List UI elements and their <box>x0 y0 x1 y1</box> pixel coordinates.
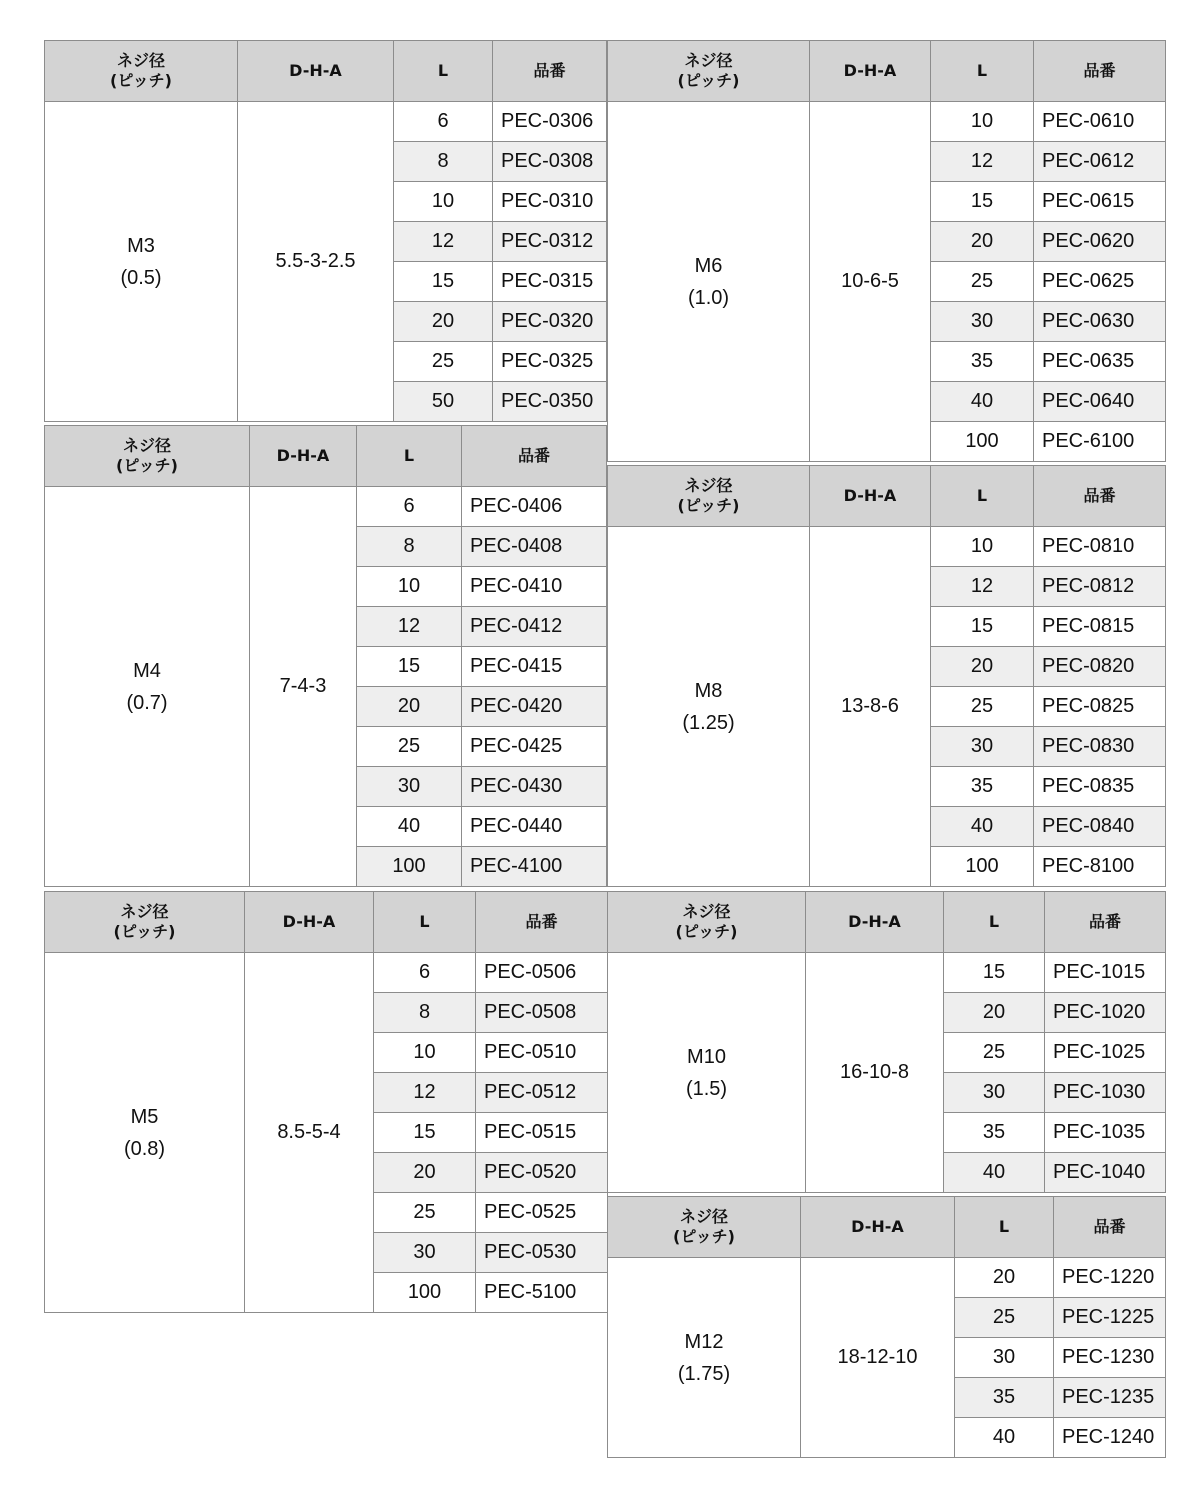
header-thread-size <box>608 892 806 953</box>
part-number-cell: PEC-0508 <box>476 993 608 1033</box>
header-thread-size-line1: ネジ径 <box>116 51 165 70</box>
header-thread-size <box>45 426 250 487</box>
thread-size: M4 <box>133 659 161 682</box>
dha-cell: 13-8-6 <box>810 527 931 887</box>
header-thread-size-line1: ネジ径 <box>684 51 733 70</box>
spec-table <box>607 891 1166 1193</box>
header-thread-size-line2: (ピッチ) <box>677 496 740 515</box>
length-cell: 12 <box>374 1073 476 1113</box>
length-cell: 40 <box>357 807 462 847</box>
length-cell: 15 <box>357 647 462 687</box>
part-number-cell: PEC-0810 <box>1034 527 1166 567</box>
header-thread-size-line1: ネジ径 <box>120 902 169 921</box>
part-number-cell: PEC-0830 <box>1034 727 1166 767</box>
table-row <box>45 102 607 142</box>
thread-size-cell <box>45 102 238 422</box>
thread-pitch: (0.8) <box>123 1137 166 1160</box>
part-number-cell: PEC-1025 <box>1045 1033 1166 1073</box>
part-number-cell: PEC-0620 <box>1034 222 1166 262</box>
length-cell: 35 <box>955 1378 1054 1418</box>
part-number-cell: PEC-0520 <box>476 1153 608 1193</box>
length-cell: 100 <box>374 1273 476 1313</box>
table-row <box>608 527 1166 567</box>
header-part-number: 品番 <box>1054 1197 1166 1258</box>
part-number-cell: PEC-0306 <box>493 102 607 142</box>
dha-cell: 5.5-3-2.5 <box>238 102 394 422</box>
part-number-cell: PEC-0412 <box>462 607 607 647</box>
dha-cell: 7-4-3 <box>250 487 357 887</box>
header-thread-size <box>45 892 245 953</box>
header-thread-size-line1: ネジ径 <box>682 902 731 921</box>
table-row <box>45 953 608 993</box>
header-thread-size-line2: (ピッチ) <box>116 456 178 475</box>
length-cell: 35 <box>944 1113 1045 1153</box>
thread-pitch: (1.5) <box>685 1077 728 1100</box>
thread-pitch: (1.25) <box>682 711 735 734</box>
length-cell: 25 <box>955 1298 1054 1338</box>
part-number-cell: PEC-0512 <box>476 1073 608 1113</box>
header-thread-size-line2: (ピッチ) <box>673 1227 735 1246</box>
length-cell: 8 <box>357 527 462 567</box>
thread-size-cell <box>45 953 245 1313</box>
header-row <box>45 426 607 487</box>
part-number-cell: PEC-0320 <box>493 302 607 342</box>
length-cell: 50 <box>394 382 493 422</box>
thread-pitch: (1.0) <box>687 286 730 309</box>
header-thread-size-line2: (ピッチ) <box>113 922 176 941</box>
length-cell: 100 <box>931 847 1034 887</box>
part-number-cell: PEC-0625 <box>1034 262 1166 302</box>
length-cell: 12 <box>931 142 1034 182</box>
length-cell: 20 <box>931 222 1034 262</box>
length-cell: 40 <box>931 807 1034 847</box>
thread-pitch: (0.5) <box>120 266 162 289</box>
dha-cell: 10-6-5 <box>810 102 931 462</box>
part-number-cell: PEC-0825 <box>1034 687 1166 727</box>
spec-table <box>607 40 1166 462</box>
thread-size: M5 <box>130 1105 159 1128</box>
length-cell: 35 <box>931 767 1034 807</box>
length-cell: 20 <box>374 1153 476 1193</box>
table-row <box>45 487 607 527</box>
dha-cell: 16-10-8 <box>806 953 944 1193</box>
part-number-cell: PEC-0640 <box>1034 382 1166 422</box>
part-number-cell: PEC-0308 <box>493 142 607 182</box>
header-dha: D-H-A <box>250 426 357 487</box>
part-number-cell: PEC-0840 <box>1034 807 1166 847</box>
header-thread-size <box>608 466 810 527</box>
header-dha: D-H-A <box>810 41 931 102</box>
part-number-cell: PEC-1040 <box>1045 1153 1166 1193</box>
part-number-cell: PEC-0510 <box>476 1033 608 1073</box>
length-cell: 30 <box>931 302 1034 342</box>
thread-size: M3 <box>127 234 155 257</box>
thread-size-cell <box>608 527 810 887</box>
length-cell: 25 <box>374 1193 476 1233</box>
header-thread-size-line1: ネジ径 <box>122 436 171 455</box>
part-number-cell: PEC-1020 <box>1045 993 1166 1033</box>
part-number-cell: PEC-0835 <box>1034 767 1166 807</box>
length-cell: 8 <box>394 142 493 182</box>
length-cell: 40 <box>931 382 1034 422</box>
thread-size: M6 <box>694 254 723 277</box>
part-number-cell: PEC-0415 <box>462 647 607 687</box>
thread-size-cell <box>608 102 810 462</box>
dha-cell: 18-12-10 <box>801 1258 955 1458</box>
header-row <box>608 892 1166 953</box>
length-cell: 30 <box>944 1073 1045 1113</box>
part-number-cell: PEC-0315 <box>493 262 607 302</box>
part-number-cell: PEC-0350 <box>493 382 607 422</box>
header-length: L <box>394 41 493 102</box>
part-number-cell: PEC-0430 <box>462 767 607 807</box>
part-number-cell: PEC-1035 <box>1045 1113 1166 1153</box>
part-number-cell: PEC-0425 <box>462 727 607 767</box>
header-length: L <box>955 1197 1054 1258</box>
thread-size-cell <box>45 487 250 887</box>
part-number-cell: PEC-1240 <box>1054 1418 1166 1458</box>
length-cell: 10 <box>357 567 462 607</box>
header-row <box>608 41 1166 102</box>
length-cell: 6 <box>374 953 476 993</box>
part-number-cell: PEC-0635 <box>1034 342 1166 382</box>
length-cell: 20 <box>357 687 462 727</box>
spec-table <box>607 465 1166 887</box>
header-dha: D-H-A <box>806 892 944 953</box>
length-cell: 25 <box>394 342 493 382</box>
part-number-cell: PEC-0310 <box>493 182 607 222</box>
length-cell: 20 <box>955 1258 1054 1298</box>
length-cell: 40 <box>955 1418 1054 1458</box>
part-number-cell: PEC-0612 <box>1034 142 1166 182</box>
spec-table <box>44 40 607 422</box>
header-length: L <box>944 892 1045 953</box>
length-cell: 20 <box>394 302 493 342</box>
length-cell: 8 <box>374 993 476 1033</box>
header-thread-size-line2: (ピッチ) <box>677 71 740 90</box>
thread-size-cell <box>608 953 806 1193</box>
part-number-cell: PEC-0440 <box>462 807 607 847</box>
part-number-cell: PEC-1225 <box>1054 1298 1166 1338</box>
part-number-cell: PEC-0615 <box>1034 182 1166 222</box>
part-number-cell: PEC-0530 <box>476 1233 608 1273</box>
length-cell: 10 <box>394 182 493 222</box>
header-dha: D-H-A <box>238 41 394 102</box>
header-part-number: 品番 <box>462 426 607 487</box>
spec-table <box>44 891 608 1313</box>
header-thread-size-line1: ネジ径 <box>684 476 733 495</box>
table-row <box>608 102 1166 142</box>
length-cell: 25 <box>357 727 462 767</box>
length-cell: 10 <box>374 1033 476 1073</box>
part-number-cell: PEC-5100 <box>476 1273 608 1313</box>
header-thread-size-line2: (ピッチ) <box>110 71 172 90</box>
part-number-cell: PEC-0410 <box>462 567 607 607</box>
length-cell: 25 <box>931 687 1034 727</box>
part-number-cell: PEC-0630 <box>1034 302 1166 342</box>
length-cell: 30 <box>955 1338 1054 1378</box>
spec-table <box>44 425 607 887</box>
part-number-cell: PEC-0420 <box>462 687 607 727</box>
header-dha: D-H-A <box>245 892 374 953</box>
thread-size-cell <box>608 1258 801 1458</box>
length-cell: 15 <box>931 182 1034 222</box>
header-length: L <box>931 41 1034 102</box>
part-number-cell: PEC-0525 <box>476 1193 608 1233</box>
header-row <box>608 466 1166 527</box>
header-part-number: 品番 <box>1034 41 1166 102</box>
part-number-cell: PEC-0325 <box>493 342 607 382</box>
length-cell: 100 <box>357 847 462 887</box>
part-number-cell: PEC-4100 <box>462 847 607 887</box>
header-row <box>45 41 607 102</box>
part-number-cell: PEC-0506 <box>476 953 608 993</box>
part-number-cell: PEC-0610 <box>1034 102 1166 142</box>
thread-size: M8 <box>694 679 723 702</box>
part-number-cell: PEC-0312 <box>493 222 607 262</box>
part-number-cell: PEC-1030 <box>1045 1073 1166 1113</box>
length-cell: 12 <box>357 607 462 647</box>
length-cell: 30 <box>374 1233 476 1273</box>
thread-pitch: (0.7) <box>126 691 168 714</box>
thread-size: M12 <box>684 1330 724 1353</box>
header-length: L <box>931 466 1034 527</box>
header-thread-size <box>45 41 238 102</box>
part-number-cell: PEC-1220 <box>1054 1258 1166 1298</box>
spec-table <box>607 1196 1166 1458</box>
header-part-number: 品番 <box>493 41 607 102</box>
part-number-cell: PEC-1015 <box>1045 953 1166 993</box>
length-cell: 30 <box>357 767 462 807</box>
header-thread-size <box>608 41 810 102</box>
length-cell: 6 <box>357 487 462 527</box>
header-part-number: 品番 <box>1034 466 1166 527</box>
length-cell: 30 <box>931 727 1034 767</box>
part-number-cell: PEC-1235 <box>1054 1378 1166 1418</box>
header-row <box>608 1197 1166 1258</box>
part-number-cell: PEC-0815 <box>1034 607 1166 647</box>
table-row <box>608 1258 1166 1298</box>
header-part-number: 品番 <box>1045 892 1166 953</box>
length-cell: 35 <box>931 342 1034 382</box>
header-part-number: 品番 <box>476 892 608 953</box>
part-number-cell: PEC-1230 <box>1054 1338 1166 1378</box>
dha-cell: 8.5-5-4 <box>245 953 374 1313</box>
length-cell: 15 <box>394 262 493 302</box>
length-cell: 10 <box>931 527 1034 567</box>
header-row <box>45 892 608 953</box>
part-number-cell: PEC-8100 <box>1034 847 1166 887</box>
part-number-cell: PEC-0406 <box>462 487 607 527</box>
length-cell: 12 <box>931 567 1034 607</box>
length-cell: 12 <box>394 222 493 262</box>
length-cell: 15 <box>374 1113 476 1153</box>
length-cell: 15 <box>931 607 1034 647</box>
header-dha: D-H-A <box>810 466 931 527</box>
header-dha: D-H-A <box>801 1197 955 1258</box>
header-length: L <box>357 426 462 487</box>
part-number-cell: PEC-0812 <box>1034 567 1166 607</box>
length-cell: 100 <box>931 422 1034 462</box>
length-cell: 25 <box>944 1033 1045 1073</box>
length-cell: 20 <box>931 647 1034 687</box>
length-cell: 10 <box>931 102 1034 142</box>
length-cell: 15 <box>944 953 1045 993</box>
table-row <box>608 953 1166 993</box>
length-cell: 40 <box>944 1153 1045 1193</box>
header-length: L <box>374 892 476 953</box>
header-thread-size <box>608 1197 801 1258</box>
header-thread-size-line1: ネジ径 <box>679 1207 728 1226</box>
part-number-cell: PEC-0515 <box>476 1113 608 1153</box>
part-number-cell: PEC-6100 <box>1034 422 1166 462</box>
header-thread-size-line2: (ピッチ) <box>675 922 738 941</box>
thread-size: M10 <box>687 1045 726 1068</box>
part-number-cell: PEC-0408 <box>462 527 607 567</box>
length-cell: 6 <box>394 102 493 142</box>
part-number-cell: PEC-0820 <box>1034 647 1166 687</box>
length-cell: 20 <box>944 993 1045 1033</box>
length-cell: 25 <box>931 262 1034 302</box>
thread-pitch: (1.75) <box>677 1362 731 1385</box>
